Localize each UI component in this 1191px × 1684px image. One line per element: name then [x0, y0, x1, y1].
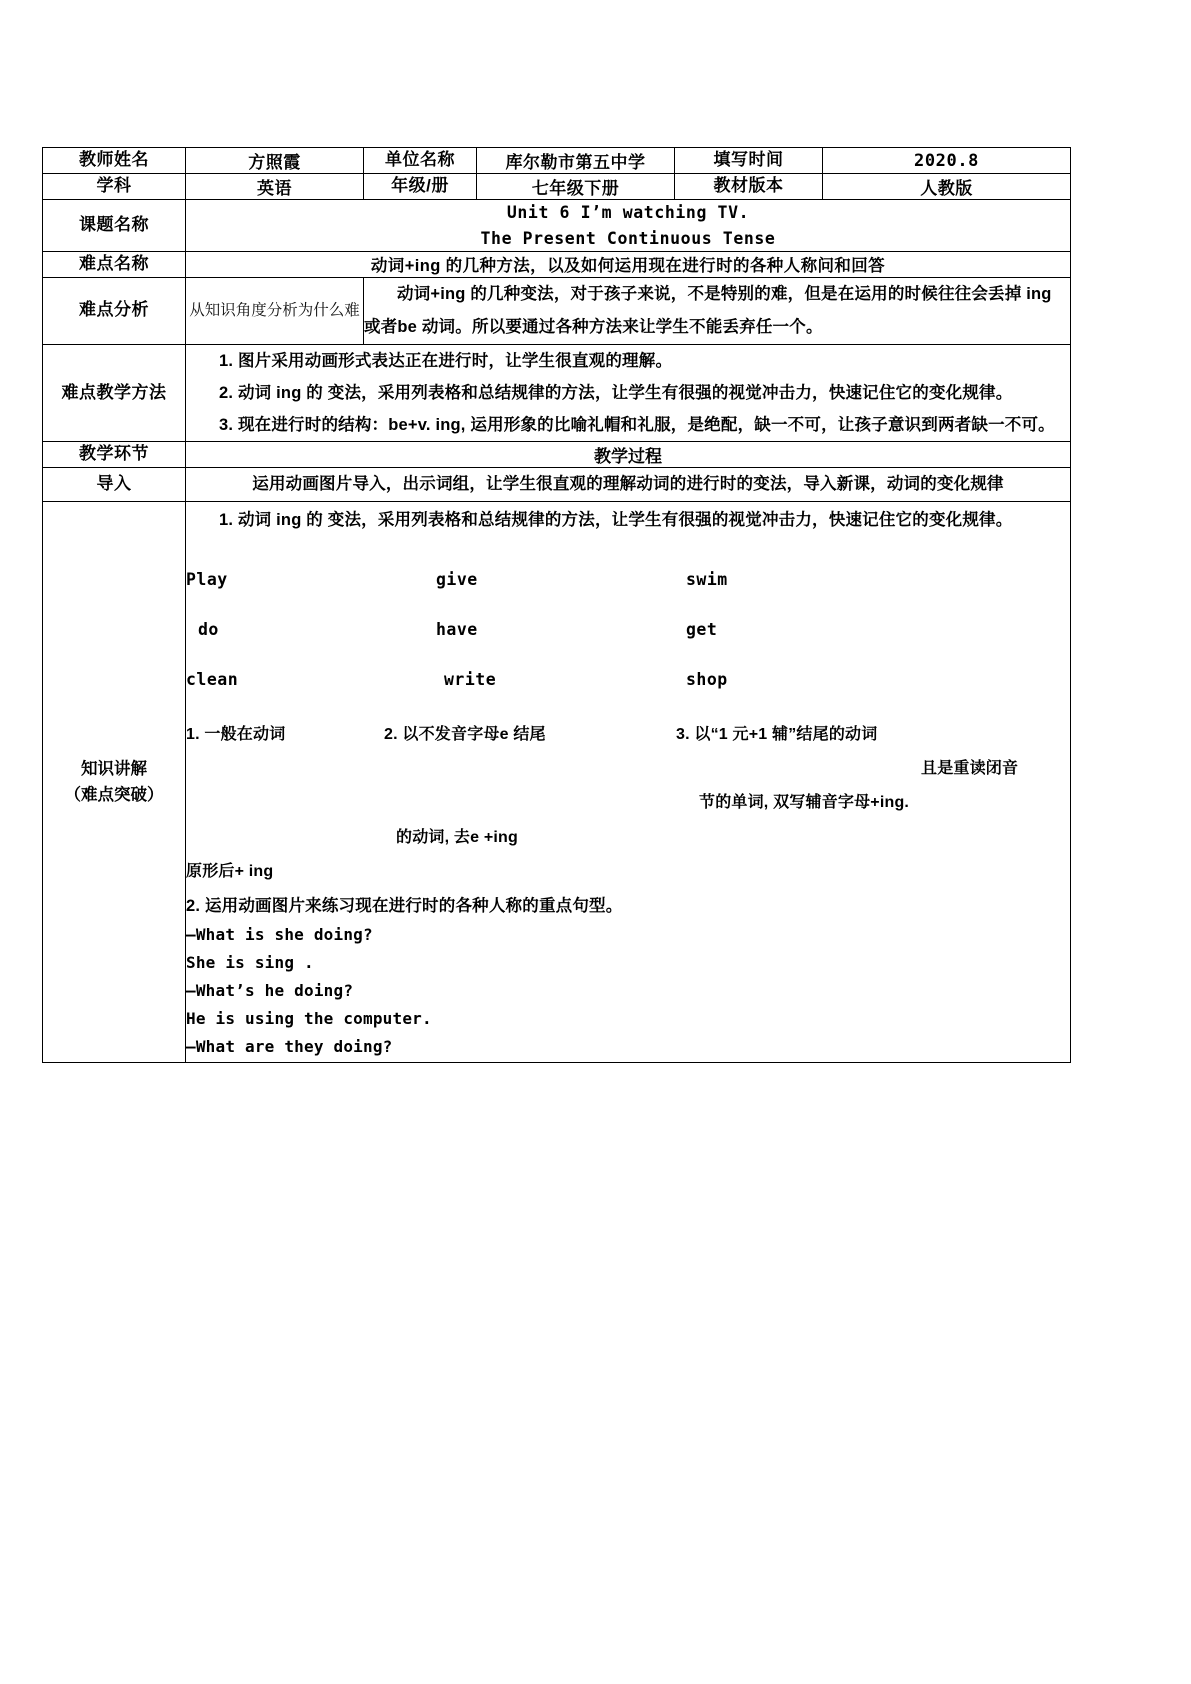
- grade-value: 七年级下册: [477, 174, 675, 200]
- method-body: [186, 344, 1071, 442]
- subject-label: 学科: [43, 174, 186, 200]
- unit-label: 单位名称: [364, 148, 477, 174]
- rule-3-line-2: 且是重读闭音: [921, 759, 1019, 777]
- stage-label: 教学环节: [43, 442, 186, 468]
- knowledge-label: [43, 502, 186, 1063]
- verb-grid: [186, 570, 1070, 720]
- knowledge-label-line-1: 知识讲解: [81, 759, 147, 778]
- rule-2-line-2: 的动词, 去e +ing: [396, 828, 518, 846]
- method-item: 2. 动词 ing 的 变法，采用列表格和总结规律的方法，让学生有很强的视觉冲击力，快速记住它的变化规律。: [219, 383, 1013, 402]
- date-label: 填写时间: [675, 148, 823, 174]
- teacher-name-value: 方照霞: [186, 148, 364, 174]
- knowledge-lead-text: 1. 动词 ing 的 变法，采用列表格和总结规律的方法，让学生有很强的视觉冲击力，快速记住它的变化规律。: [219, 510, 1013, 529]
- table-row-teacher: [43, 148, 1071, 174]
- table-row-process-head: [43, 442, 1071, 468]
- subject-value: 英语: [186, 174, 364, 200]
- verb-swim: swim: [686, 569, 728, 589]
- table-row-topic: [43, 200, 1071, 252]
- table-row-subject: [43, 174, 1071, 200]
- verb-row: [186, 570, 1070, 620]
- topic-label: 课题名称: [43, 200, 186, 252]
- analysis-body: [364, 277, 1071, 344]
- lesson-plan-table: [42, 147, 1071, 1063]
- practice-lead: 2. 运用动画图片来练习现在进行时的各种人称的重点句型。: [186, 896, 623, 915]
- table-row-intro: [43, 468, 1071, 502]
- ing-rules: [186, 720, 1070, 890]
- process-label: 教学过程: [186, 442, 1071, 468]
- verb-shop: shop: [686, 669, 728, 689]
- table-row-difficulty: [43, 252, 1071, 278]
- verb-do: do: [198, 619, 219, 639]
- verb-give: give: [436, 569, 478, 589]
- intro-text: 运用动画图片导入，出示词组，让学生很直观的理解动词的进行时的变法，导入新课，动词的变化规律: [252, 475, 1004, 494]
- intro-body: [186, 468, 1071, 502]
- topic-line-2: The Present Continuous Tense: [480, 228, 776, 248]
- knowledge-label-line-2: （难点突破）: [64, 786, 164, 805]
- dialogue-line: He is using the computer.: [186, 1008, 432, 1028]
- teacher-label: 教师姓名: [43, 148, 186, 174]
- verb-play: Play: [186, 569, 228, 589]
- verb-write: write: [444, 669, 497, 689]
- verb-clean: clean: [186, 669, 239, 689]
- rule-1-line-2: 原形后+ ing: [186, 862, 274, 880]
- dialogue-line: —What is she doing?: [186, 924, 373, 944]
- lesson-plan-sheet: [42, 147, 1070, 1063]
- difficulty-value: 动词+ing 的几种方法，以及如何运用现在进行时的各种人称问和回答: [186, 252, 1071, 278]
- textbook-value: 人教版: [823, 174, 1071, 200]
- rule-1-line-1: 1. 一般在动词: [186, 725, 286, 743]
- table-row-method: [43, 344, 1071, 442]
- topic-value: [186, 200, 1071, 252]
- analysis-label: 难点分析: [43, 277, 186, 344]
- textbook-label: 教材版本: [675, 174, 823, 200]
- practice-block: [186, 892, 1070, 1061]
- date-value: 2020.8: [823, 148, 1071, 174]
- dialogue-line: She is sing .: [186, 952, 314, 972]
- intro-label: 导入: [43, 468, 186, 502]
- table-row-analysis: [43, 277, 1071, 344]
- knowledge-body: [186, 502, 1071, 1063]
- method-label: 难点教学方法: [43, 344, 186, 442]
- unit-name-value: 库尔勒市第五中学: [477, 148, 675, 174]
- verb-have: have: [436, 619, 478, 639]
- topic-line-1: Unit 6 I’m watching TV.: [506, 203, 750, 222]
- rule-3-line-1: 3. 以“1 元+1 辅”结尾的动词: [676, 725, 878, 743]
- verb-row: [186, 620, 1070, 670]
- analysis-text: 动词+ing 的几种变法，对于孩子来说，不是特别的难，但是在运用的时候往往会丢掉 ing 或者be 动词。所以要通过各种方法来让学生不能丢弃任一个。: [364, 284, 1052, 336]
- rule-3-line-3: 节的单词, 双写辅音字母+ing.: [699, 793, 910, 811]
- method-item: 3. 现在进行时的结构：be+v. ing, 运用形象的比喻礼帽和礼服，是绝配，缺一不可，让孩子意识到两者缺一不可。: [219, 416, 1055, 435]
- method-item: 1. 图片采用动画形式表达正在进行时，让学生很直观的理解。: [219, 351, 673, 370]
- table-row-knowledge: [43, 502, 1071, 1063]
- verb-row: [186, 670, 1070, 698]
- analysis-sub-label: 从知识角度分析为什么难: [186, 277, 364, 344]
- grade-label: 年级/册: [364, 174, 477, 200]
- dialogue-line: —What’s he doing?: [186, 980, 354, 1000]
- verb-get: get: [686, 619, 718, 639]
- dialogue-line: —What are they doing?: [186, 1036, 393, 1056]
- difficulty-label: 难点名称: [43, 252, 186, 278]
- rule-2-line-1: 2. 以不发音字母e 结尾: [384, 725, 546, 743]
